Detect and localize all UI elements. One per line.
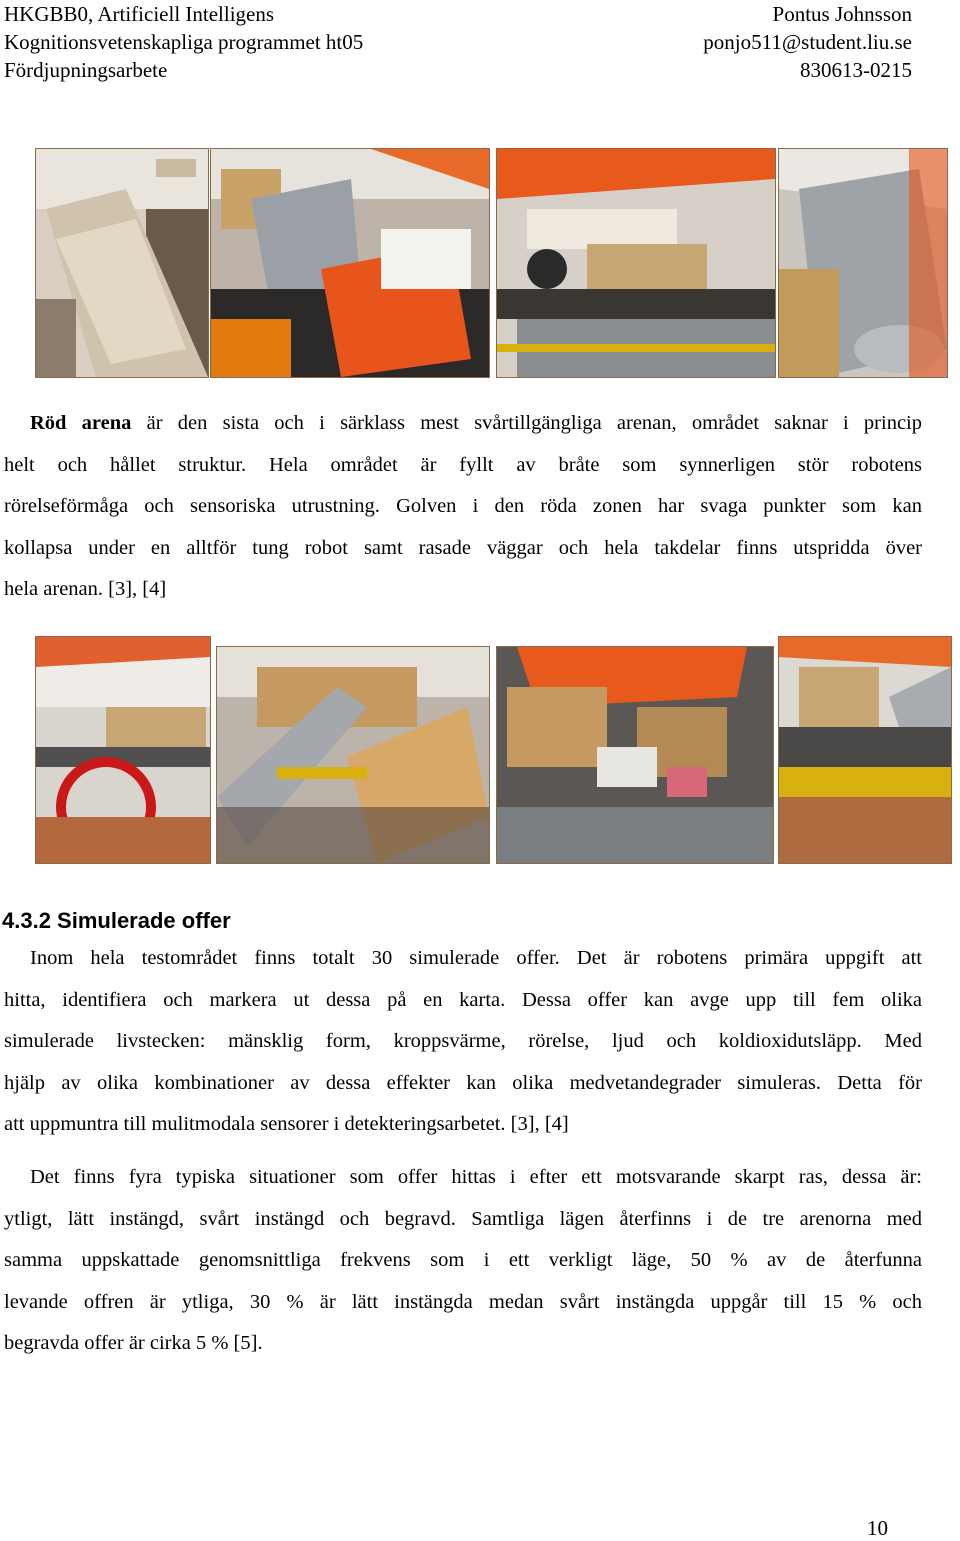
victims-p1-line-1: Inom hela testområdet finns totalt 30 simulerade offer. Det är robotens primära uppgift att (30, 947, 922, 969)
section-heading: 4.3.2 Simulerade offer (2, 908, 231, 933)
victims-p1-line-4: hjälp av olika kombinationer av dessa effekter kan olika medvetandegrader simuleras. Detta för (4, 1071, 922, 1094)
victims-p1-line-3: simulerade livstecken: mänsklig form, kroppsvärme, rörelse, ljud och koldioxidutsläpp. Med (4, 1030, 922, 1053)
header-left (4, 0, 363, 84)
victims-p1-line-5: att uppmuntra till mulitmodala sensorer i detekteringsarbetet. [3], [4] (4, 1113, 569, 1136)
photo-red-arena-steps (778, 148, 948, 378)
document-type: Fördjupningsarbete (4, 58, 168, 82)
victims-p2-line-5: begravda offer är cirka 5 % [5]. (4, 1332, 263, 1355)
victims-p2-line-1: Det finns fyra typiska situationer som offer hittas i efter ett motsvarande skarpt ras, dessa är: (30, 1166, 922, 1188)
photo-red-arena-ramp (35, 148, 209, 378)
victims-paragraph-1 (4, 938, 922, 1146)
red-arena-line-4: kollapsa under en alltför tung robot samt rasade väggar och hela takdelar finns utspridda över (4, 536, 922, 559)
photo-red-arena-stairs (210, 148, 490, 378)
red-arena-line-5: hela arenan. [3], [4] (4, 578, 167, 601)
photo-victims-2 (216, 646, 490, 864)
author-name: Pontus Johnsson (772, 2, 912, 26)
victims-p1-line-2: hitta, identifiera och markera ut dessa på en karta. Dessa offer kan avge upp till fem olika (4, 988, 922, 1011)
red-arena-line-2: helt och hållet struktur. Hela området är fyllt av bråte som synnerligen stör robotens (4, 453, 922, 476)
red-arena-line-3: rörelseförmåga och sensoriska utrustning. Golven i den röda zonen har svaga punkter som kan (4, 495, 922, 518)
victims-paragraph-2 (4, 1157, 922, 1365)
victims-p2-line-4: levande offren är ytliga, 30 % är lätt instängda medan svårt instängda uppgår till 15 % och (4, 1290, 922, 1313)
page-number: 10 (867, 1516, 888, 1540)
red-arena-term: Röd arena (30, 412, 132, 434)
photo-victims-4 (778, 636, 952, 864)
course-title: HKGBB0, Artificiell Intelligens (4, 2, 275, 26)
red-arena-paragraph (4, 403, 922, 611)
header-right (703, 0, 912, 84)
author-id: 830613-0215 (800, 58, 912, 82)
photo-victims-3 (496, 646, 774, 864)
photo-red-arena-platform (496, 148, 776, 378)
author-email: ponjo511@student.liu.se (703, 30, 912, 54)
program-name: Kognitionsvetenskapliga programmet ht05 (4, 30, 364, 54)
victims-p2-line-3: samma uppskattade genomsnittliga frekvens som i ett verkligt läge, 50 % av de återfunna (4, 1249, 922, 1272)
photo-victims-1 (35, 636, 211, 864)
red-arena-line-1: Röd arena är den sista och i särklass mest svårtillgängliga arenan, området saknar i princip (30, 412, 922, 434)
victims-p2-line-2: ytligt, lätt instängd, svårt instängd och begravd. Samtliga lägen återfinns i de tre arenorna med (4, 1207, 922, 1230)
